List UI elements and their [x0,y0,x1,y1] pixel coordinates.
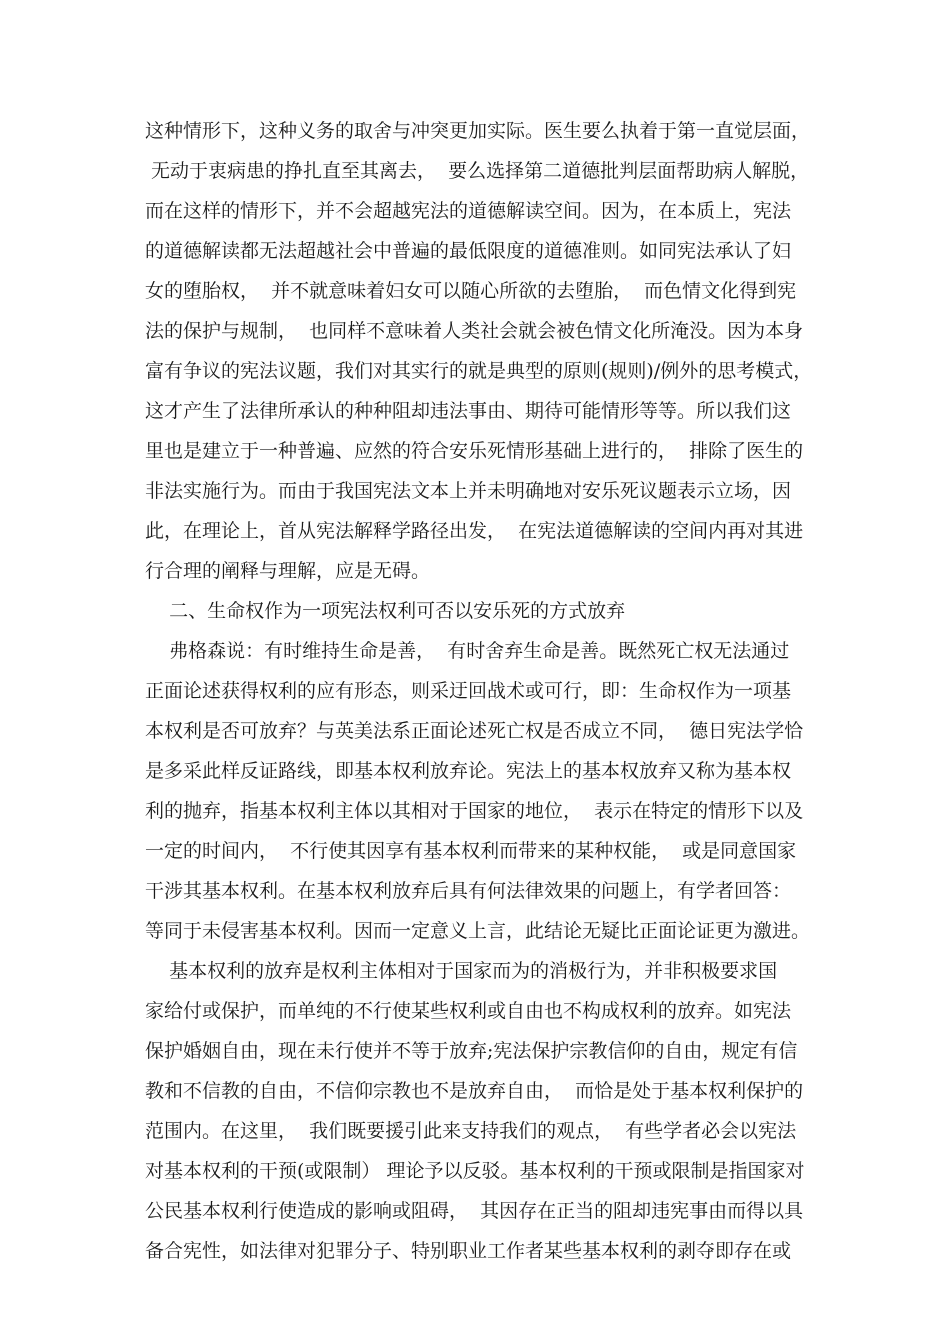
text-line: 女的堕胎权， 并不就意味着妇女可以随心所欲的去堕胎， 而色情文化得到宪 [145,280,797,302]
text-line: 富有争议的宪法议题，我们对其实行的就是典型的原则(规则)/例外的思考模式， [145,360,813,382]
text-line: 干涉其基本权利。在基本权利放弃后具有何法律效果的问题上，有学者回答： [145,880,792,902]
text-line: 这种情形下，这种义务的取舍与冲突更加实际。医生要么执着于第一直觉层面， [145,120,811,142]
text-line: 等同于未侵害基本权利。因而一定意义上言，此结论无疑比正面论证更为激进。 [145,920,811,942]
text-line: 此，在理论上，首从宪法解释学路径出发， 在宪法道德解读的空间内再对其进 [145,520,804,542]
text-line: 家给付或保护，而单纯的不行使某些权利或自由也不构成权利的放弃。如宪法 [145,1000,792,1022]
text-line: 弗格森说：有时维持生命是善， 有时舍弃生命是善。既然死亡权无法通过 [145,640,790,662]
text-line: 教和不信教的自由，不信仰宗教也不是放弃自由， 而恰是处于基本权利保护的 [145,1080,804,1102]
text-line: 备合宪性，如法律对犯罪分子、特别职业工作者某些基本权利的剥夺即存在或 [145,1240,792,1262]
text-line: 无动于衷病患的挣扎直至其离去， 要么选择第二道德批判层面帮助病人解脱， [145,160,810,182]
text-line: 公民基本权利行使造成的影响或阻碍， 其因存在正当的阻却违宪事由而得以具 [145,1200,804,1222]
text-line: 法的保护与规制， 也同样不意味着人类社会就会被色情文化所淹没。因为本身 [145,320,804,342]
text-line: 里也是建立于一种普遍、应然的符合安乐死情形基础上进行的， 排除了医生的 [145,440,804,462]
text-line: 利的抛弃，指基本权利主体以其相对于国家的地位， 表示在特定的情形下以及 [145,800,804,822]
text-line: 正面论述获得权利的应有形态，则采迂回战术或可行，即：生命权作为一项基 [145,680,792,702]
text-line: 非法实施行为。而由于我国宪法文本上并未明确地对安乐死议题表示立场，因 [145,480,792,502]
text-line: 本权利是否可放弃？与英美法系正面论述死亡权是否成立不同， 德日宪法学恰 [145,720,804,742]
text-line: 保护婚姻自由，现在未行使并不等于放弃;宪法保护宗教信仰的自由，规定有信 [145,1040,798,1062]
text-line: 范围内。在这里， 我们既要援引此来支持我们的观点， 有些学者必会以宪法 [145,1120,797,1142]
text-line: 对基本权利的干预(或限制） 理论予以反驳。基本权利的干预或限制是指国家对 [145,1160,805,1182]
text-line: 的道德解读都无法超越社会中普遍的最低限度的道德准则。如同宪法承认了妇 [145,240,792,262]
text-line: 是多采此样反证路线，即基本权利放弃论。宪法上的基本权放弃又称为基本权 [145,760,792,782]
text-line: 一定的时间内， 不行使其因享有基本权利而带来的某种权能， 或是同意国家 [145,840,797,862]
section-heading: 二、生命权作为一项宪法权利可否以安乐死的方式放弃 [145,600,626,622]
text-line: 这才产生了法律所承认的种种阻却违法事由、期待可能情形等等。所以我们这 [145,400,792,422]
text-line: 行合理的阐释与理解，应是无碍。 [145,560,431,582]
text-line: 而在这样的情形下，并不会超越宪法的道德解读空间。因为，在本质上，宪法 [145,200,792,222]
text-line: 基本权利的放弃是权利主体相对于国家而为的消极行为，并非积极要求国 [145,960,778,982]
